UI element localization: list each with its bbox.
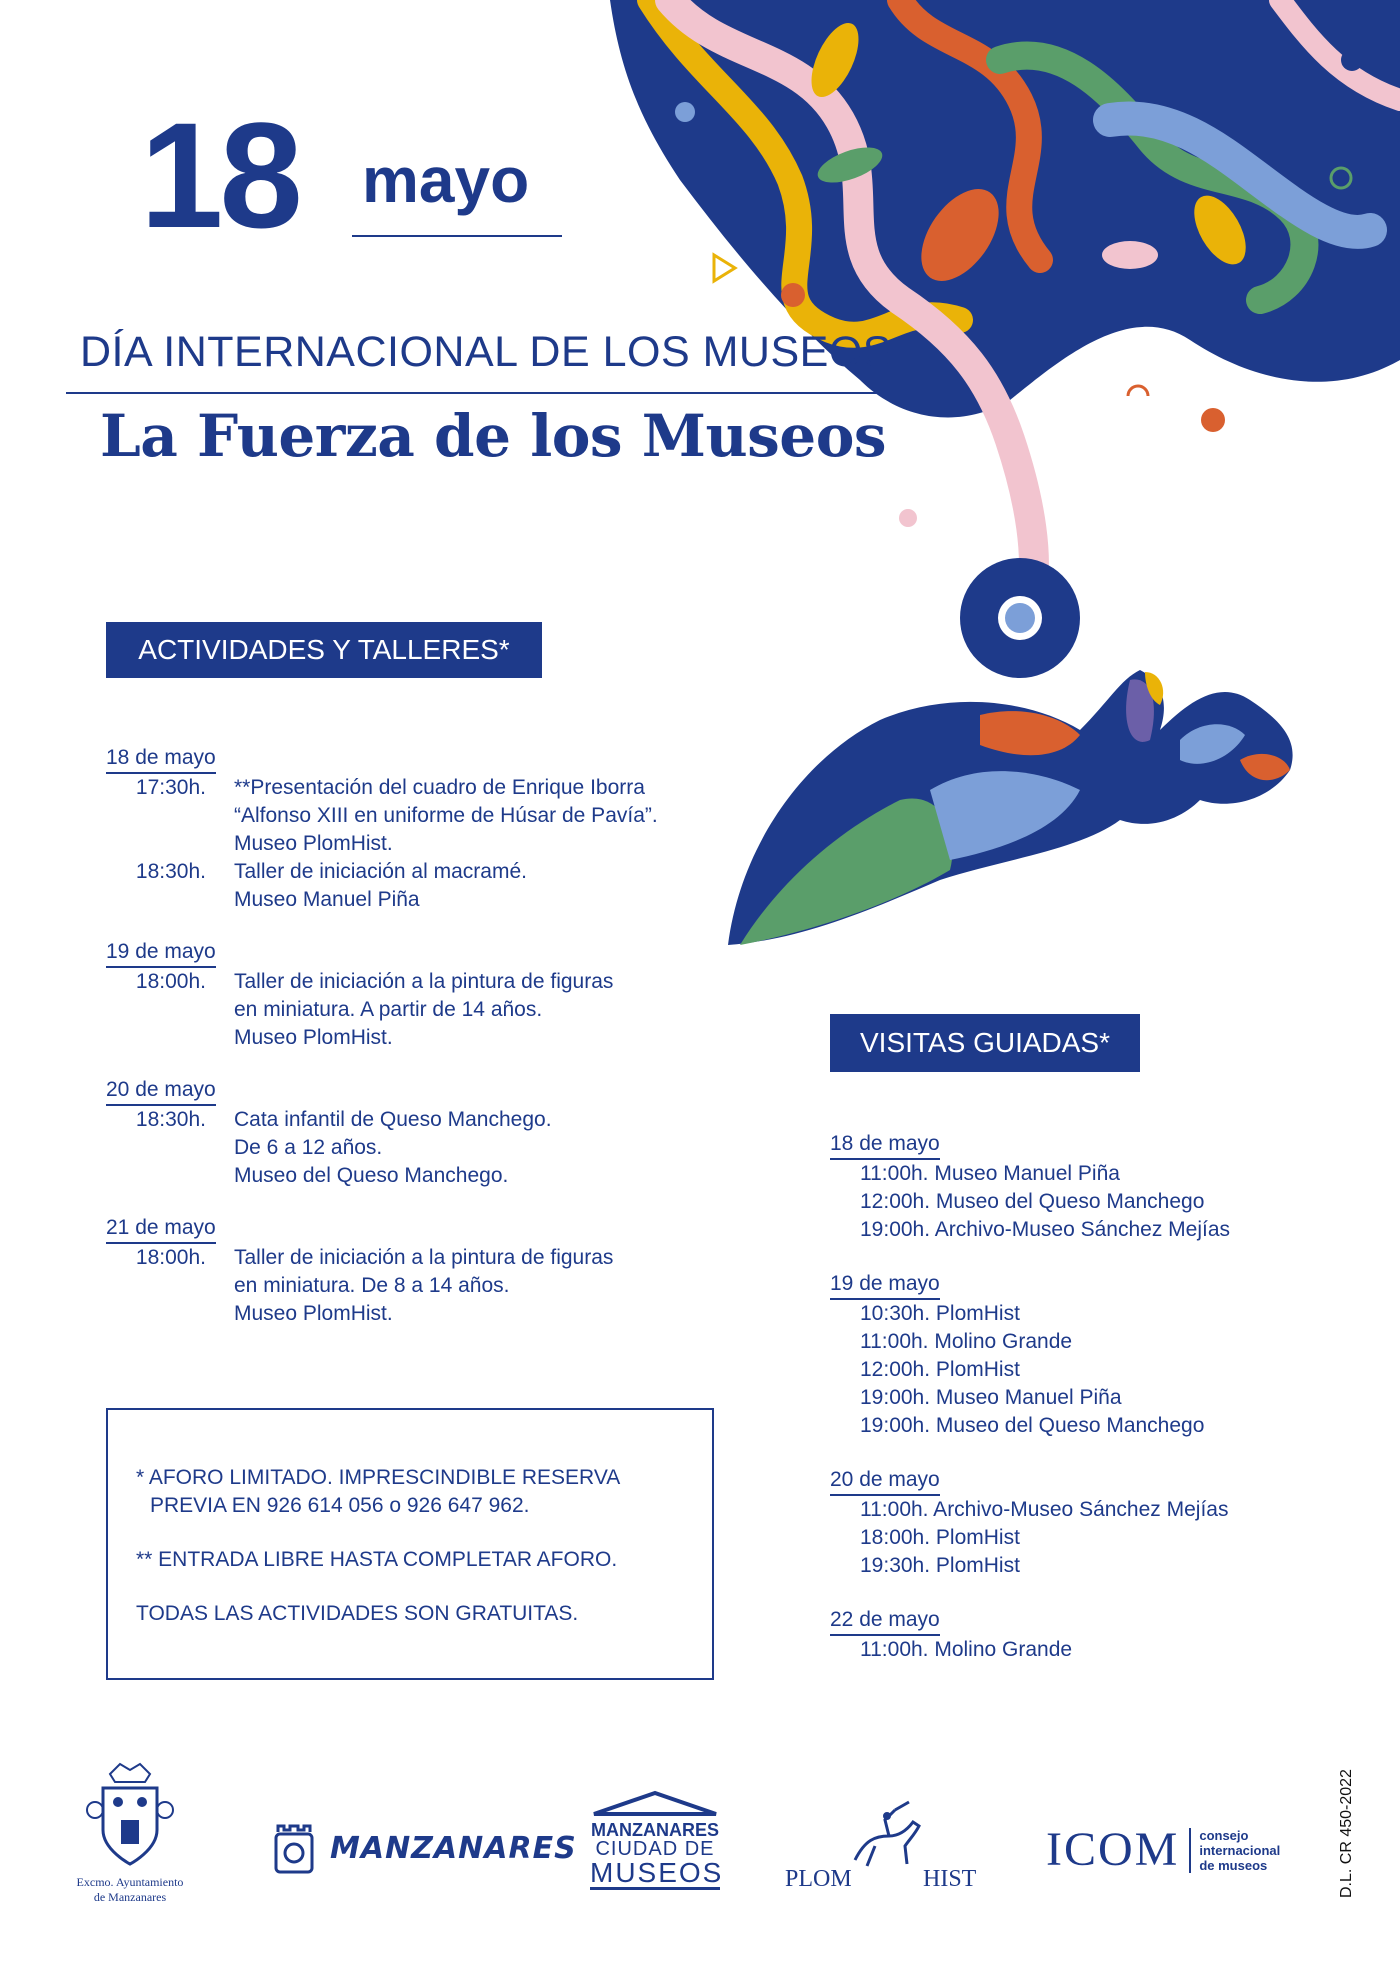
art-dot [1341, 49, 1363, 71]
icom-sub-2: internacional [1199, 1842, 1281, 1858]
activity-text: “Alfonso XIII en uniforme de Húsar de Pavía”. [234, 804, 658, 827]
art-dot [899, 509, 917, 527]
art-arc [1128, 386, 1148, 396]
activity-day [106, 938, 746, 1052]
activity-day-label: 21 de mayo [106, 1214, 216, 1244]
activity-text: Museo del Queso Manchego. [234, 1164, 509, 1187]
horseman-icon [845, 1800, 925, 1870]
activity-entry [106, 968, 746, 996]
visit-item: 12:00h. PlomHist [860, 1358, 1020, 1381]
ciudad-line-2: CIUDAD DE [595, 1838, 715, 1860]
ayuntamiento-name-2: de Manzanares [93, 1890, 167, 1904]
art-dot [1201, 408, 1225, 432]
art-dot [675, 102, 695, 122]
visit-item: 10:30h. PlomHist [860, 1302, 1020, 1325]
activity-entry [106, 1106, 746, 1134]
visits-heading: VISITAS GUIADAS* [830, 1014, 1140, 1072]
art-triangle [714, 255, 735, 281]
title-divider [66, 392, 898, 394]
activity-day-label: 19 de mayo [106, 938, 216, 968]
ciudad-museos-logo [590, 1790, 724, 1890]
activity-day-label: 18 de mayo [106, 744, 216, 774]
activity-time: 18:30h. [135, 860, 206, 883]
art-leaf-pink [1102, 241, 1158, 269]
activity-text: Museo PlomHist. [234, 832, 393, 855]
ciudad-line-1: MANZANARES [591, 1820, 719, 1840]
activity-time: 18:00h. [135, 1246, 206, 1269]
month-underline [352, 235, 562, 237]
legal-deposit: D.L. CR 450-2022 [1338, 1769, 1355, 1898]
activity-day [106, 1076, 746, 1190]
activity-time: 18:30h. [135, 1108, 206, 1131]
art-dot [781, 283, 805, 307]
visit-item: 19:00h. Archivo-Museo Sánchez Mejías [860, 1218, 1231, 1241]
visit-day-label: 22 de mayo [830, 1606, 940, 1636]
activity-time: 18:00h. [135, 970, 206, 993]
visit-day [830, 1606, 1290, 1664]
activity-entry [106, 858, 746, 886]
tower-camera-icon [272, 1822, 316, 1874]
activity-text: en miniatura. De 8 a 14 años. [234, 1274, 510, 1297]
event-day: 18 [140, 91, 299, 259]
activity-entry [106, 774, 746, 802]
activities-heading: ACTIVIDADES Y TALLERES* [106, 622, 542, 678]
visit-day-label: 19 de mayo [830, 1270, 940, 1300]
ayuntamiento-name-1: Excmo. Ayuntamiento [76, 1875, 184, 1889]
activity-text: en miniatura. A partir de 14 años. [234, 998, 543, 1021]
icom-sub-1: consejo [1199, 1827, 1249, 1843]
visit-item: 19:00h. Museo Manuel Piña [860, 1386, 1122, 1409]
visit-day-label: 18 de mayo [830, 1130, 940, 1160]
activity-text: Taller de iniciación al macramé. [234, 860, 527, 883]
activity-entry [106, 1244, 746, 1272]
activity-day [106, 1214, 746, 1328]
activity-text: Museo PlomHist. [234, 1026, 393, 1049]
activity-day-label: 20 de mayo [106, 1076, 216, 1106]
visit-day-label: 20 de mayo [830, 1466, 940, 1496]
visit-day [830, 1466, 1290, 1580]
visit-item: 19:00h. Museo del Queso Manchego [860, 1414, 1205, 1437]
icom-sub-3: de museos [1199, 1857, 1268, 1873]
activity-text: Museo Manuel Piña [234, 888, 420, 911]
plomhist-left: PLOM [785, 1866, 852, 1892]
activity-time: 17:30h. [135, 776, 206, 799]
icom-logo [1046, 1823, 1281, 1876]
visit-item: 11:00h. Molino Grande [860, 1330, 1073, 1353]
activity-text: **Presentación del cuadro de Enrique Iborra [234, 776, 645, 799]
event-month: mayo [362, 144, 530, 216]
visit-item: 11:00h. Archivo-Museo Sánchez Mejías [860, 1498, 1229, 1521]
visits-list [830, 1130, 1290, 1664]
visit-item: 19:30h. PlomHist [860, 1554, 1020, 1577]
activity-text: Taller de iniciación a la pintura de figuras [234, 970, 614, 993]
ciudad-line-3: MUSEOS [590, 1857, 724, 1888]
pediment-icon [590, 1790, 720, 1816]
activity-text: Cata infantil de Queso Manchego. [234, 1108, 552, 1131]
visit-day [830, 1270, 1290, 1440]
plomhist-right: HIST [923, 1866, 977, 1892]
art-drop-core [1005, 603, 1035, 633]
visit-day [830, 1130, 1290, 1244]
icom-subtitle [1189, 1828, 1280, 1873]
coat-of-arms-icon [85, 1760, 175, 1870]
activity-text: Museo PlomHist. [234, 1302, 393, 1325]
manzanares-wordmark: MANZANARES [330, 1830, 577, 1866]
visit-item: 11:00h. Museo Manuel Piña [860, 1162, 1120, 1185]
note-reservation: * AFORO LIMITADO. IMPRESCINDIBLE RESERVA [136, 1466, 621, 1489]
event-title: DÍA INTERNACIONAL DE LOS MUSEOS [80, 328, 892, 376]
note-free-activities: TODAS LAS ACTIVIDADES SON GRATUITAS. [136, 1602, 579, 1625]
ayuntamiento-logo [60, 1760, 200, 1905]
visit-item: 11:00h. Molino Grande [860, 1638, 1073, 1661]
visit-item: 18:00h. PlomHist [860, 1526, 1020, 1549]
manzanares-logo [272, 1822, 577, 1874]
activities-list [106, 744, 746, 1328]
notes-box [106, 1408, 714, 1680]
note-free-entry: ** ENTRADA LIBRE HASTA COMPLETAR AFORO. [136, 1548, 618, 1571]
plomhist-logo [785, 1800, 995, 1900]
activity-text: De 6 a 12 años. [234, 1136, 383, 1159]
activity-text: Taller de iniciación a la pintura de figuras [234, 1246, 614, 1269]
event-motto: La Fuerza de los Museos [100, 402, 887, 470]
activity-day [106, 744, 746, 914]
visit-item: 12:00h. Museo del Queso Manchego [860, 1190, 1205, 1213]
icom-wordmark: ICOM [1046, 1823, 1180, 1876]
note-reservation-phones: PREVIA EN 926 614 056 o 926 647 962. [150, 1494, 530, 1517]
